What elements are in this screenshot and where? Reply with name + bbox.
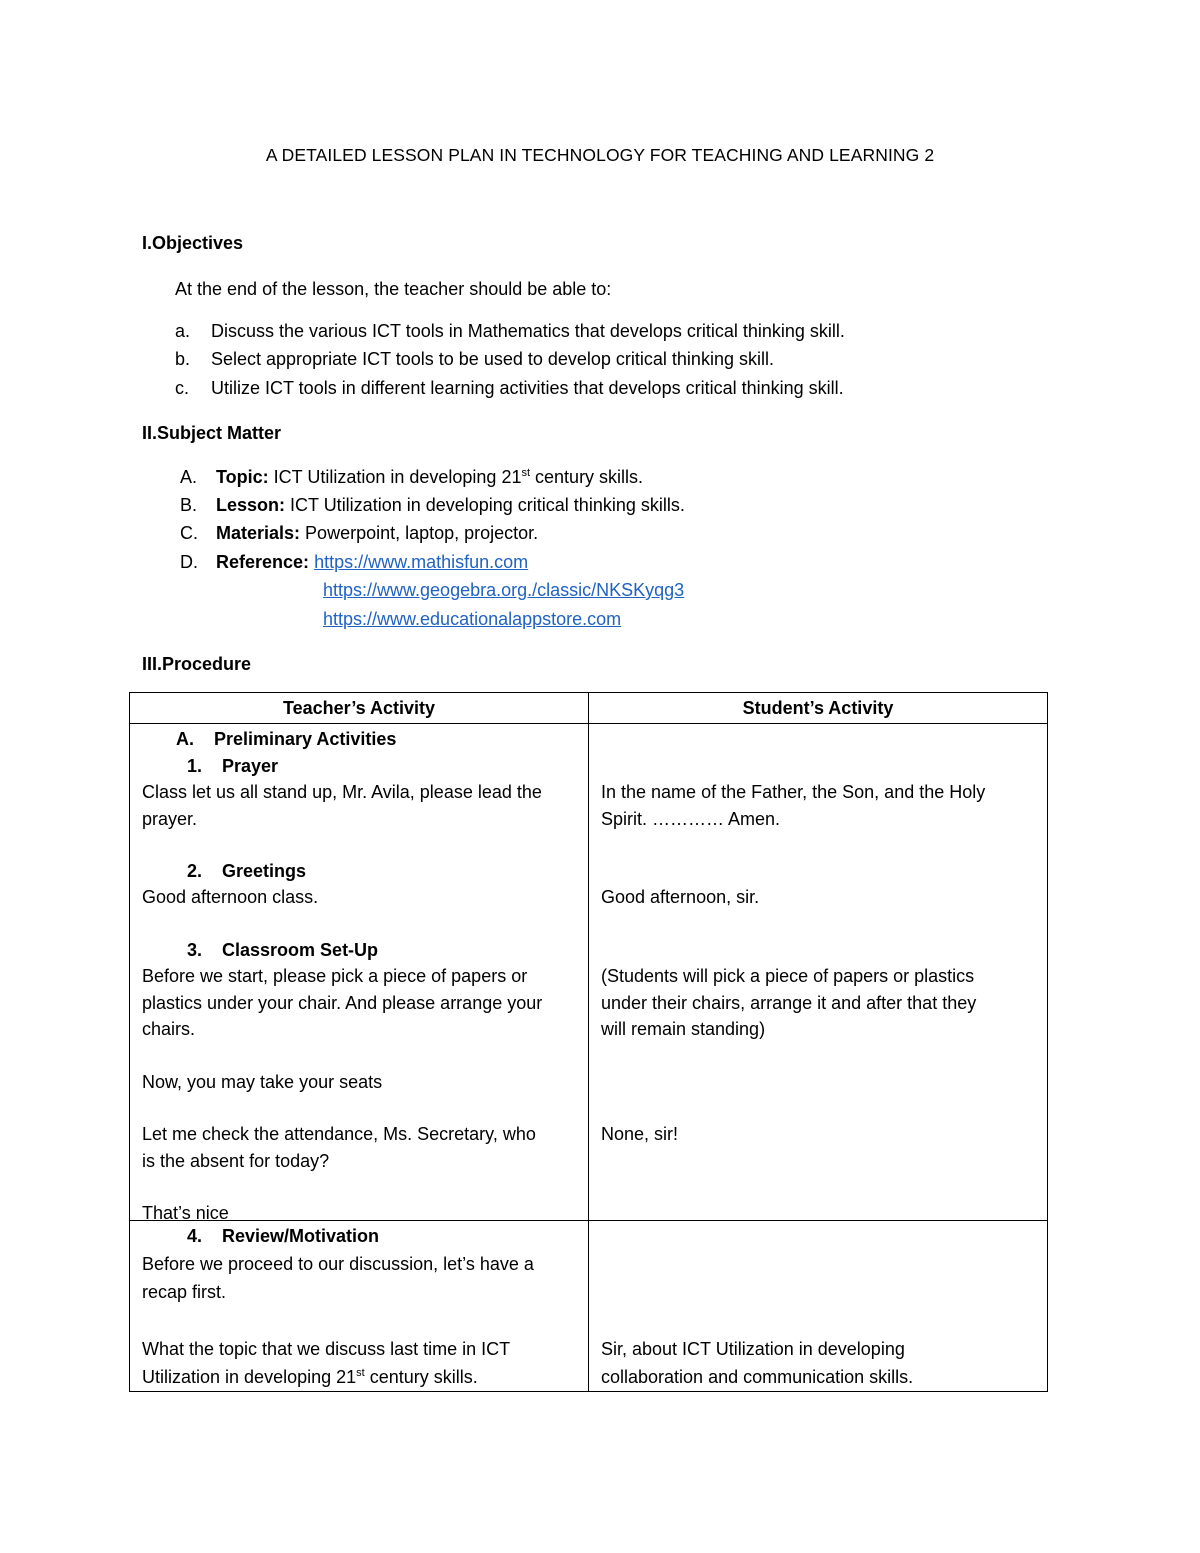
teacher-cell: [130, 1221, 589, 1392]
list-marker: A.: [180, 467, 198, 487]
student-text: Good afternoon, sir.: [601, 887, 760, 907]
objective-item: [175, 321, 845, 342]
procedure-table: [129, 692, 1048, 1392]
topic-sup: st: [521, 467, 531, 479]
student-activity-header: Student’s Activity: [589, 693, 1048, 724]
question-text: Utilization in developing 21: [142, 1367, 357, 1387]
teacher-text: recap first.: [142, 1282, 227, 1302]
table-row: [130, 1221, 1048, 1392]
question-sup: st: [356, 1367, 365, 1379]
teacher-text: chairs.: [142, 1019, 196, 1039]
review-heading: 4. Review/Motivation: [187, 1226, 380, 1246]
teacher-text: Let me check the attendance, Ms. Secretary, who: [142, 1124, 536, 1144]
objective-text: Utilize ICT tools in different learning activities that develops critical thinking skill.: [211, 378, 844, 398]
lesson-text: ICT Utilization in developing critical thinking skills.: [285, 495, 685, 515]
student-text: collaboration and communication skills.: [601, 1367, 914, 1387]
student-text: (Students will pick a piece of papers or plastics: [601, 966, 975, 986]
teacher-text: Before we proceed to our discussion, let’s have a: [142, 1254, 534, 1274]
greetings-heading: 2. Greetings: [187, 861, 307, 881]
objective-text: Select appropriate ICT tools to be used to develop critical thinking skill.: [211, 349, 774, 369]
teacher-cell: [130, 724, 589, 1221]
objectives-intro: At the end of the lesson, the teacher should be able to:: [175, 279, 612, 299]
document-title: A DETAILED LESSON PLAN IN TECHNOLOGY FOR TEACHING AND LEARNING 2: [265, 145, 935, 165]
table-row: [130, 724, 1048, 1221]
teacher-text: Class let us all stand up, Mr. Avila, please lead the: [142, 782, 542, 802]
lesson-label: Lesson:: [216, 495, 286, 515]
teacher-text: prayer.: [142, 809, 198, 829]
materials-label: Materials:: [216, 523, 301, 543]
subject-matter-heading: II.Subject Matter: [142, 423, 282, 443]
list-marker: B.: [180, 495, 198, 515]
teacher-activity-header: Teacher’s Activity: [130, 693, 589, 724]
teacher-text: plastics under your chair. And please arrange your: [142, 993, 543, 1013]
teacher-text: That’s nice: [142, 1203, 229, 1223]
student-text: None, sir!: [601, 1124, 679, 1144]
subject-reference: [180, 552, 528, 573]
teacher-text: Now, you may take your seats: [142, 1072, 383, 1092]
subject-topic: [180, 467, 643, 488]
student-text: Sir, about ICT Utilization in developing: [601, 1339, 905, 1359]
subject-materials: [180, 523, 538, 544]
reference-link[interactable]: https://www.geogebra.org./classic/NKSKyqg3: [323, 580, 685, 600]
setup-heading: 3. Classroom Set-Up: [187, 940, 379, 960]
materials-text: Powerpoint, laptop, projector.: [300, 523, 539, 543]
reference-link[interactable]: https://www.mathisfun.com: [314, 552, 529, 572]
objective-item: [175, 378, 844, 399]
teacher-text: [142, 1364, 478, 1390]
student-cell: [589, 1221, 1048, 1392]
topic-text: ICT Utilization in developing 21: [268, 467, 522, 487]
teacher-text: Before we start, please pick a piece of papers or: [142, 966, 528, 986]
list-marker: D.: [180, 552, 198, 572]
objective-text: Discuss the various ICT tools in Mathematics that develops critical thinking skill.: [211, 321, 845, 341]
objective-item: [175, 349, 774, 370]
student-text: In the name of the Father, the Son, and the Holy: [601, 782, 986, 802]
student-text: will remain standing): [601, 1019, 766, 1039]
teacher-text: is the absent for today?: [142, 1151, 330, 1171]
table-header-row: [130, 693, 1048, 724]
student-cell: [589, 724, 1048, 1221]
subject-lesson: [180, 495, 685, 516]
list-marker: b.: [175, 349, 191, 369]
topic-label: Topic:: [216, 467, 269, 487]
prayer-heading: 1. Prayer: [187, 756, 279, 776]
student-text: under their chairs, arrange it and after that they: [601, 993, 977, 1013]
reference-link[interactable]: https://www.educationalappstore.com: [323, 609, 622, 629]
procedure-heading: III.Procedure: [142, 654, 252, 674]
topic-text-end: century skills.: [530, 467, 644, 487]
list-marker: a.: [175, 321, 191, 341]
objectives-heading: I.Objectives: [142, 233, 244, 253]
reference-label: Reference:: [216, 552, 310, 572]
student-text: Spirit. ………… Amen.: [601, 809, 781, 829]
teacher-text: What the topic that we discuss last time in ICT: [142, 1339, 511, 1359]
list-marker: C.: [180, 523, 198, 543]
list-marker: c.: [175, 378, 190, 398]
section-heading: A. Preliminary Activities: [176, 729, 397, 749]
teacher-text: Good afternoon class.: [142, 887, 319, 907]
question-text-end: century skills.: [364, 1367, 478, 1387]
